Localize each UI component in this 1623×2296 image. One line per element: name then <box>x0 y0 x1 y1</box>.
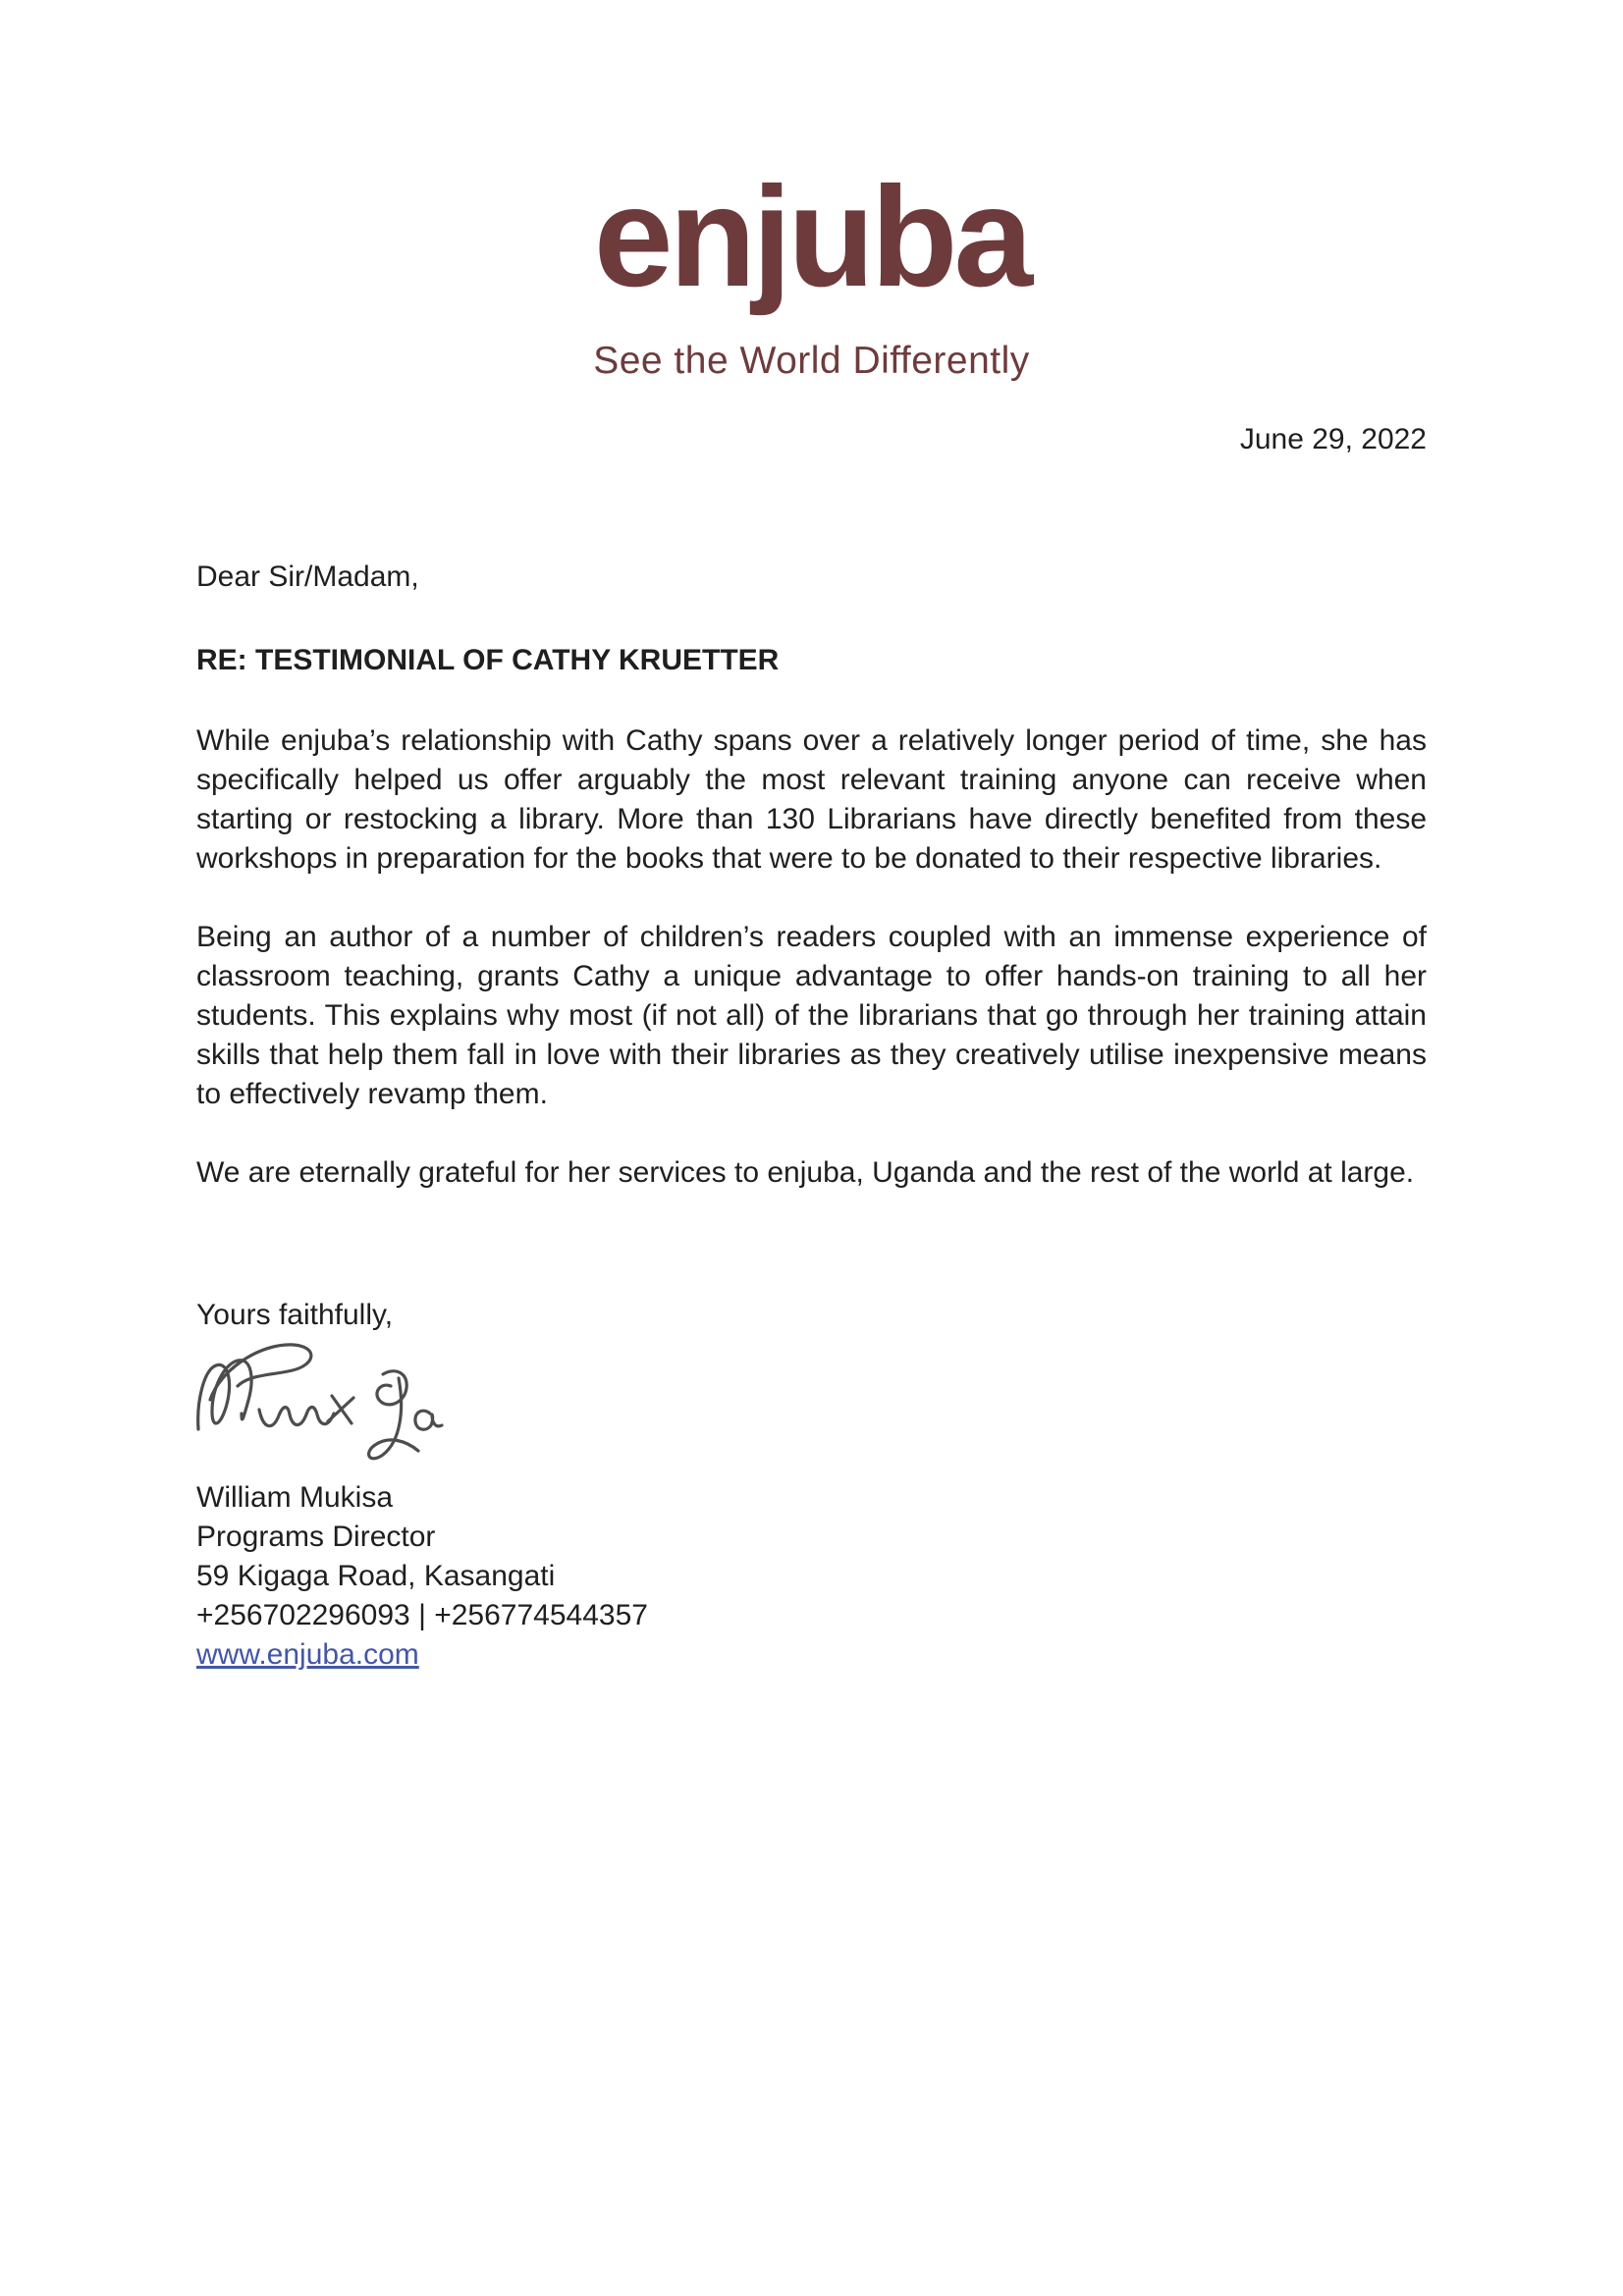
signature-block <box>196 1478 1427 1675</box>
signature-stroke-a <box>415 1411 442 1429</box>
signer-address: 59 Kigaga Road, Kasangati <box>196 1560 556 1592</box>
paragraph-3: We are eternally grateful for her services to enjuba, Uganda and the rest of the world at large. <box>196 1156 1415 1189</box>
signature-stroke-cross <box>328 1396 353 1423</box>
signature-stroke-wave <box>259 1407 334 1425</box>
subject-line: RE: TESTIMONIAL OF CATHY KRUETTER <box>196 644 780 676</box>
signature-stroke-descender <box>369 1371 418 1459</box>
paragraph-2: Being an author of a number of children’s readers coupled with an immense experience of classroom teaching, grants Cathy a unique advantage to offer hands-on training to all her students. This explains why most (if not all) of the librarians that go through her training attain skills that help them fall in love with their libraries as they creatively utilise inexpensive means to effectively revamp them. <box>196 921 1427 1110</box>
paragraph-1: While enjuba’s relationship with Cathy spans over a relatively longer period of time, she has specifically helped us offer arguably the most relevant training anyone can receive when starting or restocking a library. More than 130 Librarians have directly benefited from these workshops in preparation for the books that were to be donated to their respective libraries. <box>196 724 1427 875</box>
signer-name: William Mukisa <box>196 1481 394 1514</box>
signer-phones: +256702296093 | +256774544357 <box>196 1599 648 1631</box>
enjuba-logo <box>196 0 1427 385</box>
website-link[interactable]: www.enjuba.com <box>196 1638 419 1671</box>
letter-date: June 29, 2022 <box>1239 423 1427 455</box>
logo-brand-text: enjuba <box>593 157 1030 316</box>
handwritten-signature <box>190 1331 456 1478</box>
salutation: Dear Sir/Madam, <box>196 561 419 593</box>
logo-tagline: See the World Differently <box>593 340 1030 382</box>
signature-stroke-zigzag <box>198 1361 251 1429</box>
signer-title: Programs Director <box>196 1521 436 1553</box>
closing-line: Yours faithfully, <box>196 1299 394 1331</box>
